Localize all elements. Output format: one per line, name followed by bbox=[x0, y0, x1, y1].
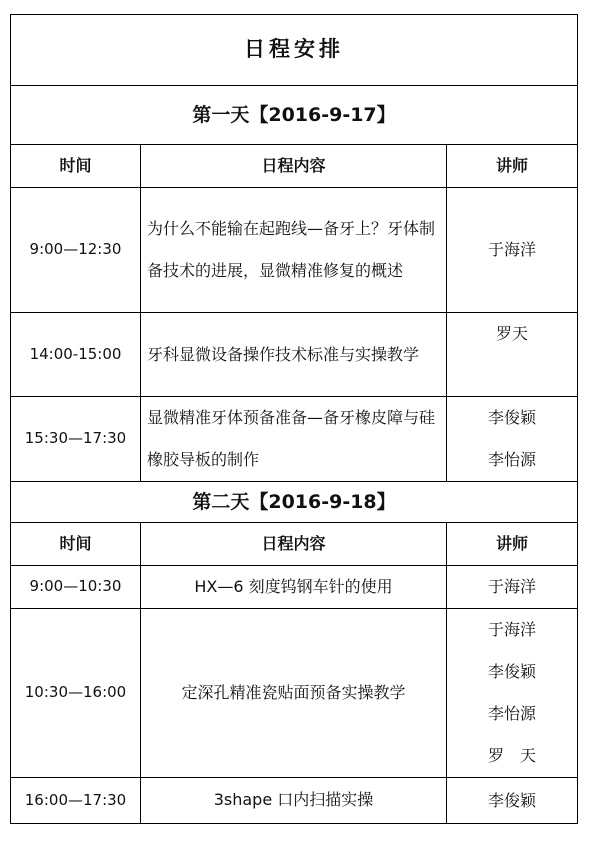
time-cell: 9:00—10:30 bbox=[11, 566, 141, 609]
content-cell: 3shape 口内扫描实操 bbox=[141, 778, 447, 824]
lecturer-name: 罗 天 bbox=[488, 746, 537, 765]
time-cell: 14:00-15:00 bbox=[11, 313, 141, 397]
header-content: 日程内容 bbox=[141, 523, 447, 566]
header-time: 时间 bbox=[11, 145, 141, 188]
lecturer-cell bbox=[447, 188, 578, 313]
time-cell: 9:00—12:30 bbox=[11, 188, 141, 313]
content-cell: 牙科显微设备操作技术标准与实操教学 bbox=[141, 313, 447, 397]
time-cell: 15:30—17:30 bbox=[11, 397, 141, 482]
lecturer-cell bbox=[447, 313, 578, 397]
lecturer-name: 于海洋 bbox=[488, 577, 537, 596]
table-row bbox=[11, 778, 578, 824]
header-lecturer: 讲师 bbox=[447, 145, 578, 188]
table-row bbox=[11, 188, 578, 313]
lecturer-name: 李怡源 bbox=[488, 704, 537, 723]
schedule-title: 日程安排 bbox=[11, 15, 578, 86]
lecturer-cell bbox=[447, 778, 578, 824]
table-row bbox=[11, 566, 578, 609]
table-row bbox=[11, 397, 578, 482]
lecturer-cell bbox=[447, 397, 578, 482]
time-cell: 16:00—17:30 bbox=[11, 778, 141, 824]
table-row bbox=[11, 313, 578, 397]
day-heading: 第一天【2016-9-17】 bbox=[11, 86, 578, 145]
content-cell: HX—6 刻度钨钢车针的使用 bbox=[141, 566, 447, 609]
day-heading: 第二天【2016-9-18】 bbox=[11, 482, 578, 523]
time-cell: 10:30—16:00 bbox=[11, 609, 141, 778]
lecturer-cell bbox=[447, 566, 578, 609]
header-content: 日程内容 bbox=[141, 145, 447, 188]
lecturer-name: 李俊颖 bbox=[488, 662, 537, 681]
lecturer-name: 于海洋 bbox=[488, 240, 537, 259]
lecturer-name: 李俊颖 bbox=[488, 408, 537, 427]
lecturer-name: 于海洋 bbox=[488, 620, 537, 639]
schedule-table bbox=[10, 14, 578, 824]
lecturer-name: 李怡源 bbox=[488, 450, 537, 469]
table-row bbox=[11, 609, 578, 778]
schedule-document bbox=[10, 14, 577, 824]
lecturer-name: 罗天 bbox=[496, 324, 529, 343]
content-cell: 定深孔精准瓷贴面预备实操教学 bbox=[141, 609, 447, 778]
header-lecturer: 讲师 bbox=[447, 523, 578, 566]
content-cell: 为什么不能输在起跑线—备牙上？牙体制备技术的进展，显微精准修复的概述 bbox=[141, 188, 447, 313]
content-cell: 显微精准牙体预备准备—备牙橡皮障与硅橡胶导板的制作 bbox=[141, 397, 447, 482]
lecturer-name: 李俊颖 bbox=[488, 790, 537, 810]
lecturer-cell bbox=[447, 609, 578, 778]
header-time: 时间 bbox=[11, 523, 141, 566]
